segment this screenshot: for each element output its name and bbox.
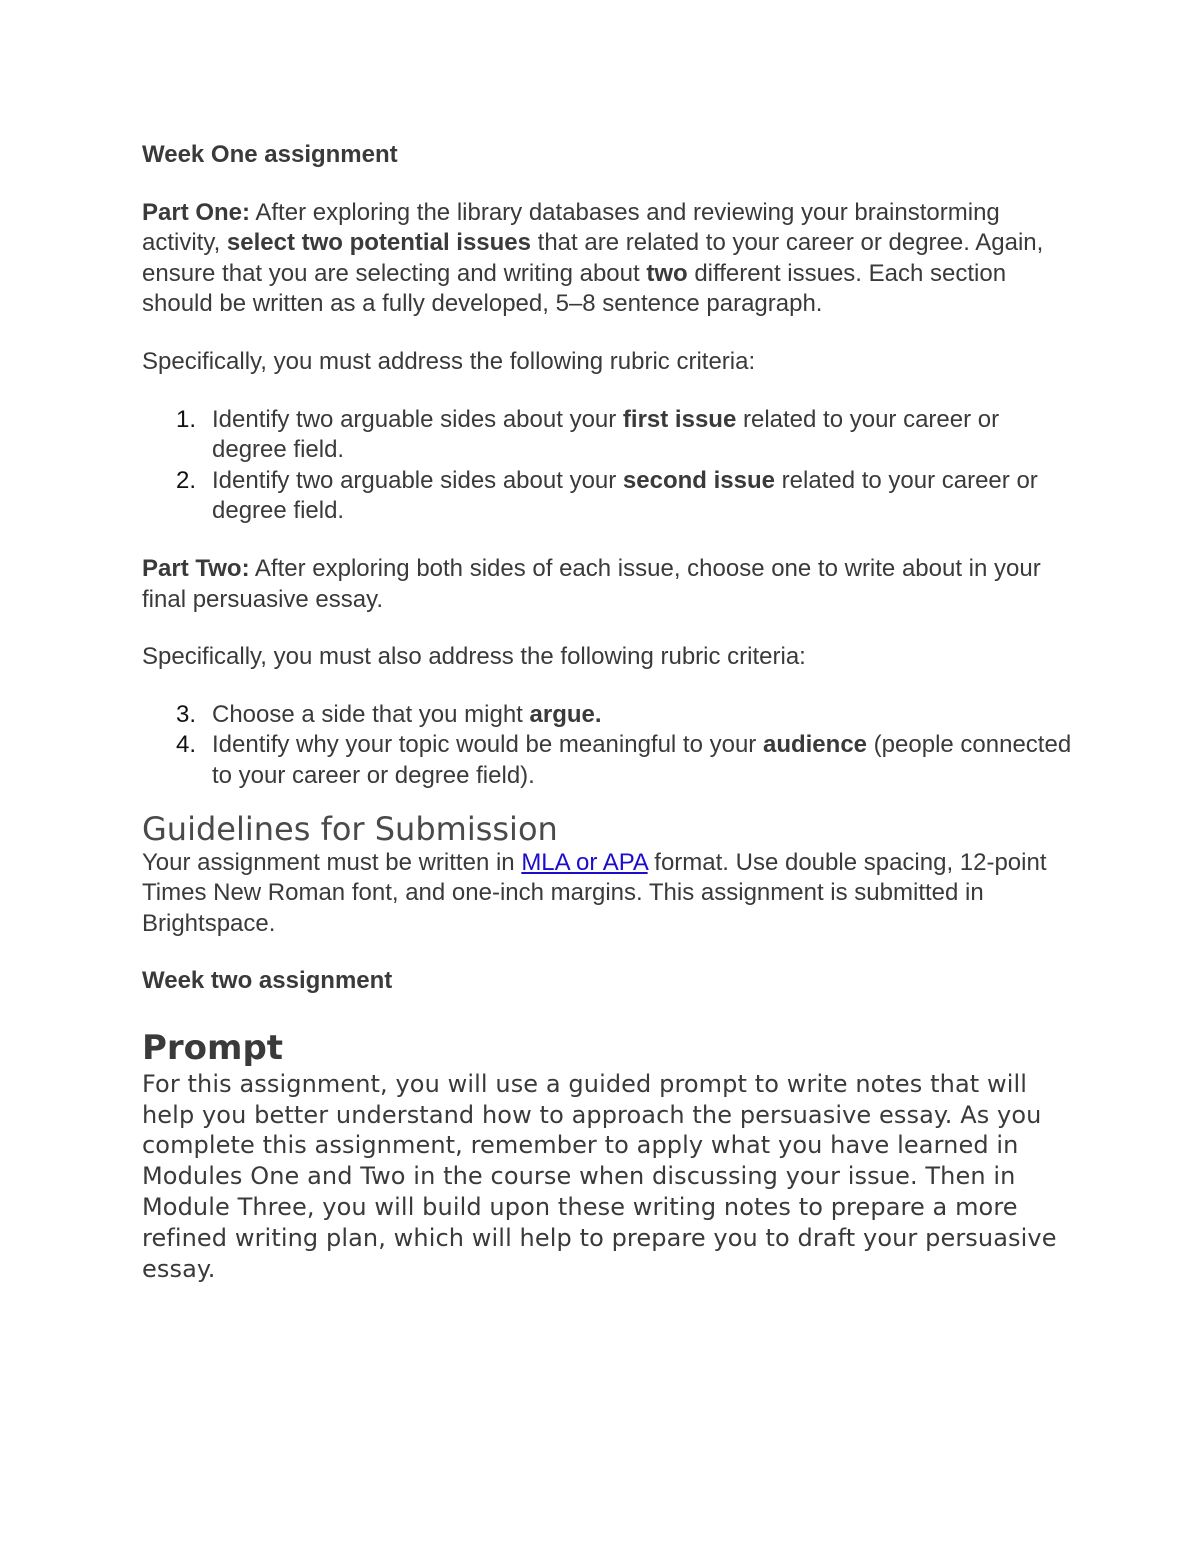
prompt-body: For this assignment, you will use a guided prompt to write notes that will help you better understand how to approach the persuasive essay. As you complete this assignment, remember to apply what you have learned in Modules One and Two in the course when discussing your issue. Then in Module Three, you will build upon these writing notes to prepare a more refined writing plan, which will help to prepare you to draft your persuasive essay. [142, 1069, 1057, 1283]
part-two-text: After exploring both sides of each issue, choose one to write about in your final persuasive essay. [142, 554, 1041, 613]
part-one-paragraph [142, 198, 1072, 320]
part-one-text-2: that are related to your career or degree. Again, ensure that you are selecting and writing about [142, 229, 1044, 287]
list-item [142, 700, 1072, 731]
list-item [142, 466, 1072, 527]
prompt-heading: Prompt [142, 1027, 284, 1068]
guidelines-paragraph [142, 848, 1072, 940]
part-two-label: Part Two: [142, 554, 250, 582]
criteria-list-1 [142, 405, 1072, 527]
list-item-text: Choose a side that you might [212, 700, 530, 728]
list-item-text: (people connected to your career or degree field). [212, 731, 1072, 789]
criteria-intro-2: Specifically, you must also address the following rubric criteria: [142, 643, 806, 671]
list-item-text: related to your career or degree field. [212, 405, 1000, 464]
guidelines-text-1: Your assignment must be written in [142, 848, 522, 876]
list-item [142, 730, 1072, 791]
list-item-text: Identify two arguable sides about your [212, 466, 623, 494]
guidelines-heading: Guidelines for Submission [142, 809, 558, 848]
list-item-number: 1. [176, 405, 197, 433]
list-item-bold: second issue [622, 466, 775, 494]
list-item-number: 3. [176, 700, 197, 728]
part-one-label: Part One: [142, 198, 251, 226]
mla-apa-link[interactable]: MLA or APA [521, 848, 648, 876]
part-one-bold-2: two [646, 259, 688, 287]
list-item-text: Identify why your topic would be meaningful to your [212, 731, 763, 759]
list-item-number: 2. [176, 466, 197, 494]
criteria-intro-1: Specifically, you must address the following rubric criteria: [142, 347, 756, 375]
week-two-title: Week two assignment [142, 967, 393, 995]
list-item [142, 405, 1072, 466]
part-two-paragraph [142, 554, 1072, 615]
list-item-text: Identify two arguable sides about your [212, 405, 623, 433]
list-item-bold: argue. [529, 700, 602, 728]
week-one-title: Week One assignment [142, 141, 398, 168]
list-item-bold: audience [762, 731, 868, 759]
guidelines-text-2: format. Use double spacing, 12-point Times New Roman font, and one-inch margins. This assignment is submitted in Brightspace. [142, 848, 1047, 937]
criteria-list-2 [142, 700, 1072, 792]
document-page [142, 140, 1072, 1284]
part-one-text-3: different issues. Each section should be written as a fully developed, 5–8 sentence paragraph. [142, 259, 1007, 318]
part-one-bold-1: select two potential issues [226, 229, 531, 257]
list-item-bold: first issue [622, 405, 737, 433]
part-one-text-1: After exploring the library databases and reviewing your brainstorming activity, [142, 198, 1000, 257]
list-item-text: related to your career or degree field. [212, 466, 1038, 525]
list-item-number: 4. [176, 731, 197, 759]
